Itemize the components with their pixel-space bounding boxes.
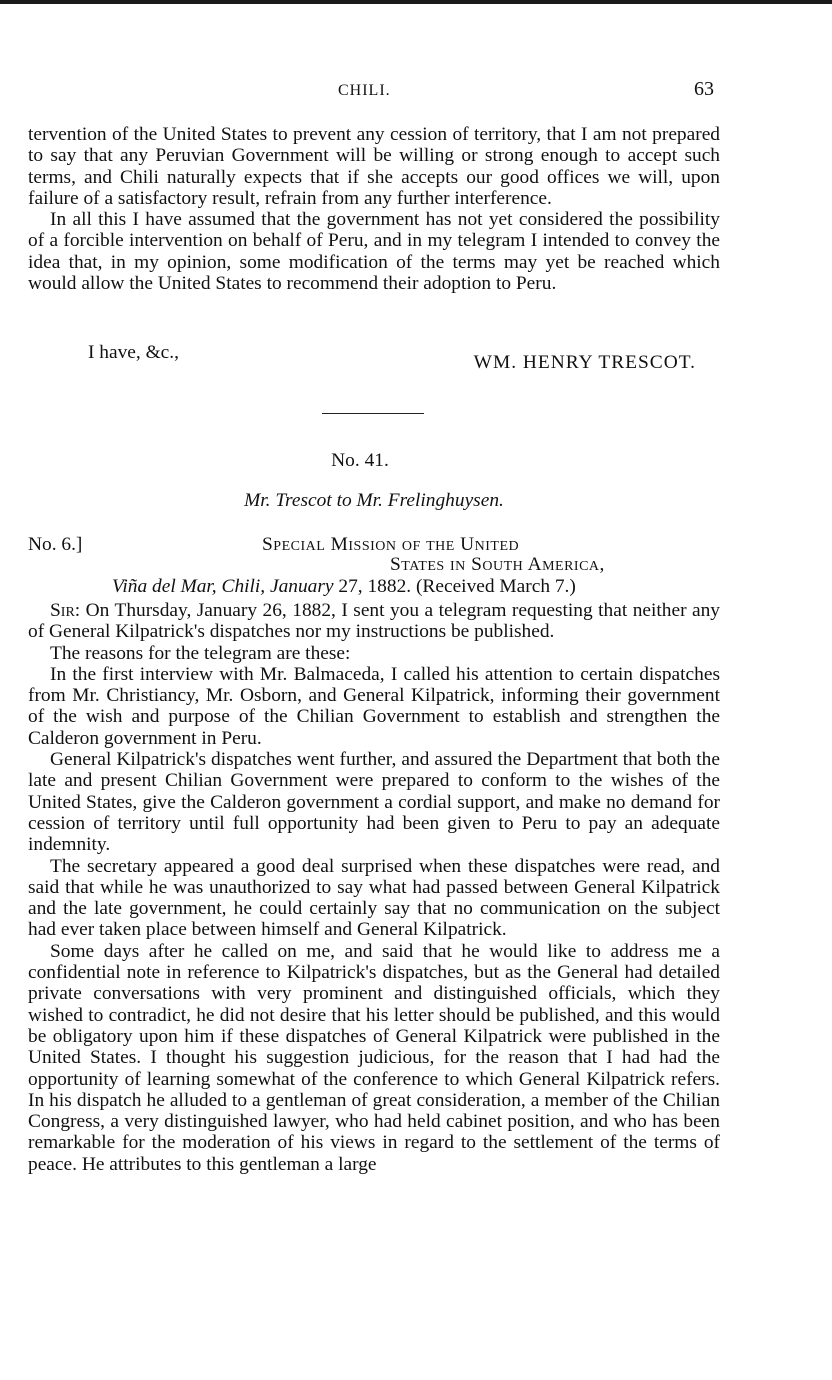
document-number: No. 41.: [331, 450, 389, 471]
dateline: [112, 576, 576, 598]
letter-paragraph: Some days after he called on me, and said that he would like to address me a confidential note in reference to Kilpatrick's dispatches, but as the General had detailed private conversations with very prominent and distinguished officials, which they wished to contradict, he did not desire that his letter should be published, and this would be obligatory upon him if these dispatches of General Kilpatrick were published in the United States. I thought his suggestion judicious, for the reason that I had had the opportunity of learning somewhat of the conference to which General Kilpatrick refers. In his dispatch he alluded to a gentleman of great consideration, a member of the Chilian Congress, a very distinguished lawyer, who had held cabinet position, and who has been remarkable for the moderation of his views in regard to the settlement of the terms of peace. He attributes to this gentleman a large: [28, 940, 720, 1175]
letter-paragraph: The reasons for the telegram are these:: [50, 642, 351, 664]
letter-paragraph: General Kilpatrick's dispatches went further, and assured the Department that both the late and present Chilian Government were prepared to conform to the wishes of the United States, give the Calderon government a cordial support, and make no demand for cession of territory until full opportunity had been given to Peru to pay an adequate indemnity.: [28, 749, 720, 856]
dateline-date: 27, 1882.: [333, 576, 412, 597]
letter-paragraph: In the first interview with Mr. Balmaceda, I called his attention to certain dispatches from Mr. Christiancy, Mr. Osborn, and General Kilpatrick, informing their government of the wish and purpose of the Chilian Government to establish and strengthen the Calderon government in Peru.: [28, 663, 720, 749]
intro-paragraph: tervention of the United States to prevent any cession of territory, that I am not prepared to say that any Peruvian Government will be willing or strong enough to accept such terms, and Chili naturally expects that if she accepts our good offices we will, upon failure of a satisfactory result, refrain from any further interference.: [28, 124, 720, 209]
dateline-place: Viña del Mar, Chili, January: [112, 576, 334, 597]
intro-paragraph: In all this I have assumed that the government has not yet considered the possibility of a forcible intervention on behalf of Peru, and in my telegram I intended to convey the idea that, in my opinion, some modification of the terms may yet be reached which would allow the United States to recommend their adoption to Peru.: [28, 209, 720, 295]
dateline-received: (Received March 7.): [415, 576, 576, 597]
intro-text: [28, 124, 720, 294]
top-border-rule: [0, 0, 832, 4]
letter-paragraph: [28, 600, 720, 643]
letter-salutation: Sir: [50, 600, 75, 621]
mission-line-1: Special Mission of the United: [262, 534, 520, 555]
mission-line-2: States in South America,: [390, 554, 605, 575]
document-heading: Mr. Trescot to Mr. Frelinghuysen.: [244, 490, 504, 511]
page-number: 63: [694, 78, 714, 100]
letter-body: [28, 600, 720, 1175]
letter-paragraph: The secretary appeared a good deal surprised when these dispatches were read, and said that while he was unauthorized to say what had passed between General Kilpatrick and the late government, he could certainly say that no communication on the subject had ever taken place between himself and General Kilpatrick.: [28, 855, 720, 941]
running-title: CHILI.: [338, 82, 391, 99]
signature: WM. HENRY TRESCOT.: [473, 352, 696, 373]
running-head: [28, 78, 720, 102]
letter-first-paragraph: : On Thursday, January 26, 1882, I sent you a telegram requesting that neither any of General Kilpatrick's dispatches nor my instructions be published.: [28, 600, 720, 643]
dispatch-number: No. 6.]: [28, 534, 83, 555]
section-divider: [322, 413, 424, 414]
closing-salutation: I have, &c.,: [88, 342, 179, 363]
